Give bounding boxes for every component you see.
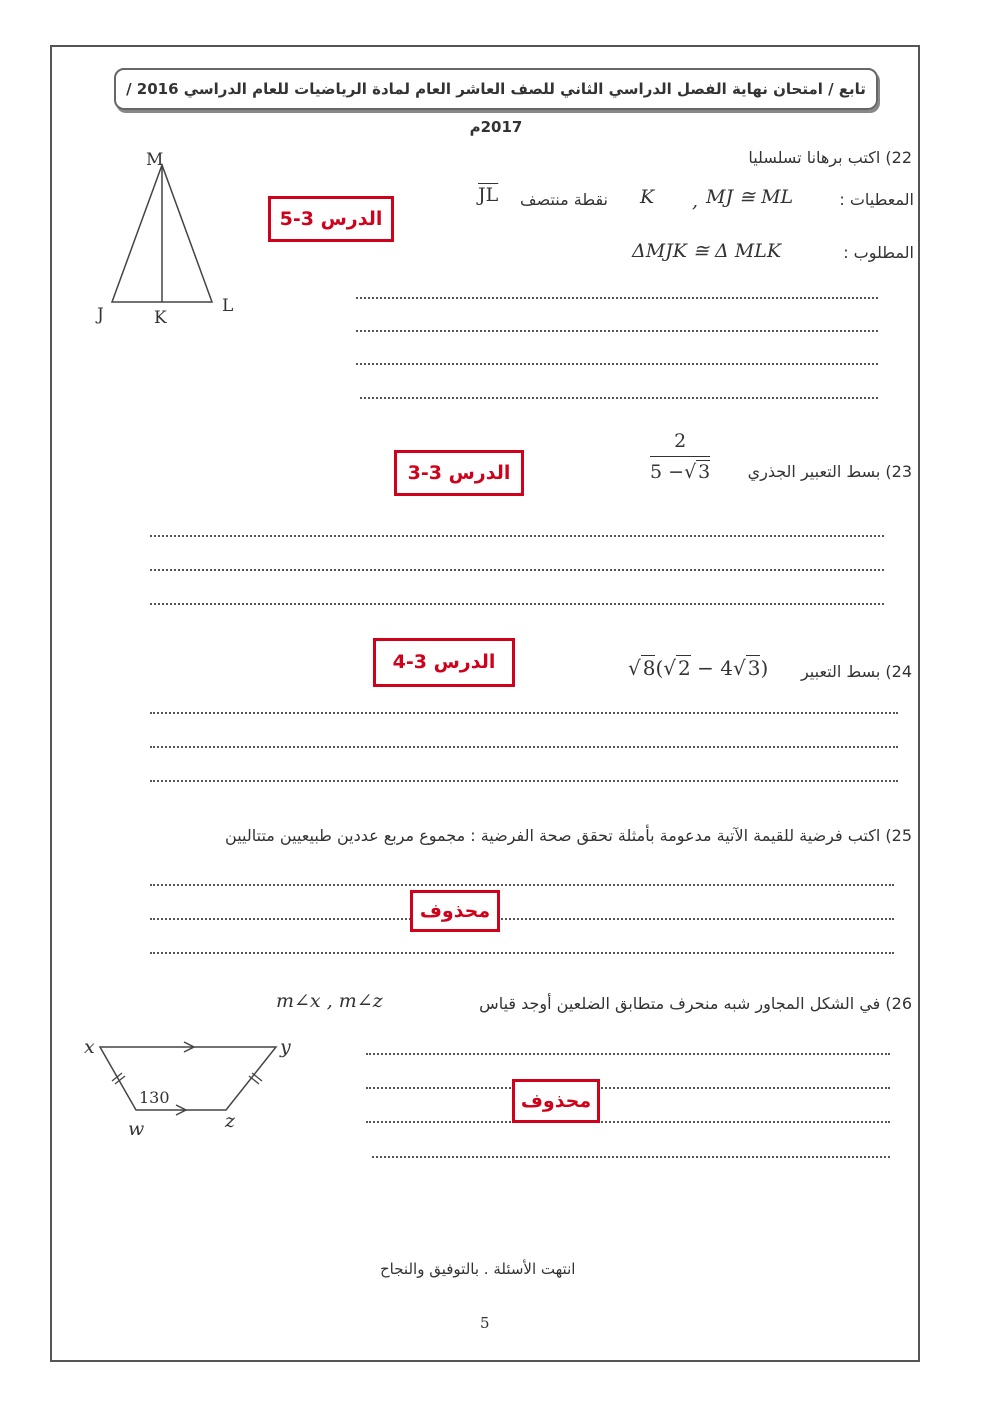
q26-label-x: x <box>84 1036 95 1058</box>
answer-line <box>150 712 898 714</box>
answer-line <box>366 1121 890 1123</box>
answer-line <box>356 363 878 365</box>
answer-line <box>150 746 898 748</box>
q23-title: 23) بسط التعبير الجذري <box>747 462 912 481</box>
answer-line <box>360 397 878 399</box>
answer-line <box>356 297 878 299</box>
q26-deleted-tag: محذوف <box>512 1079 600 1123</box>
answer-line <box>356 330 878 332</box>
q22-given-label: المعطيات : <box>839 190 914 209</box>
footer-note: انتهت الأسئلة . بالتوفيق والنجاح <box>380 1260 576 1278</box>
q25-deleted-tag: محذوف <box>410 890 500 932</box>
answer-line <box>150 603 884 605</box>
q26-label-z: z <box>225 1110 236 1132</box>
q25-title: 25) اكتب فرضية للقيمة الآتية مدعومة بأمثلة تحقق صحة الفرضية : مجموع مربع عددين طبيعيين متتاليين <box>225 826 912 845</box>
q22-label-m: M <box>146 150 164 170</box>
exam-header <box>114 68 878 136</box>
answer-line <box>150 952 894 954</box>
q22-label-j: J <box>97 305 104 325</box>
q23-fraction: $\frac{2}{5 -√ 3}$ <box>650 430 711 483</box>
q22-given-congruence: MJ ≅ ML <box>706 186 794 208</box>
exam-header-title: تابع / امتحان نهاية الفصل الدراسي الثاني للصف العاشر العام لمادة الرياضيات للعام الدراسي 2016 / 2017م <box>126 80 866 136</box>
q23-denominator-a: 5 − <box>650 461 685 483</box>
q24-expression: √ 8(√ 2 − 4√ 3) <box>628 656 769 680</box>
q26-angle-label: 130 <box>139 1088 170 1107</box>
answer-line <box>150 780 898 782</box>
answer-line <box>150 535 884 537</box>
q26-label-y: y <box>280 1036 291 1058</box>
q22-label-k: K <box>154 308 167 328</box>
q24-lesson-tag: الدرس 3-4 <box>373 638 515 687</box>
q26-title: 26) في الشكل المجاور شبه منحرف متطابق الضلعين أوجد قياس <box>479 994 912 1013</box>
q22-title: 22) اكتب برهانا تسلسليا <box>748 148 912 167</box>
q22-given-point: K <box>640 186 655 208</box>
q22-lesson-tag: الدرس 3-5 <box>268 196 394 242</box>
q22-required-label: المطلوب : <box>843 243 914 262</box>
q24-title: 24) بسط التعبير <box>800 662 912 681</box>
q23-lesson-tag: الدرس 3-3 <box>394 450 524 496</box>
q22-required-statement: ΔMJK ≅ Δ MLK <box>632 240 782 262</box>
q26-label-w: w <box>128 1118 145 1140</box>
answer-line <box>150 918 894 920</box>
q22-given-separator: , <box>692 190 699 212</box>
q22-label-l: L <box>222 296 234 316</box>
q23-numerator: 2 <box>650 430 710 457</box>
page-number: 5 <box>480 1314 490 1332</box>
q22-given-segment: $\overline{JL}$ <box>478 184 499 206</box>
q26-angles: m∠x , m∠z <box>276 990 383 1012</box>
q23-denominator-root: 3 <box>698 461 711 483</box>
answer-line <box>366 1087 890 1089</box>
q22-midpoint-text: نقطة منتصف <box>520 190 608 209</box>
answer-line <box>366 1053 890 1055</box>
answer-line <box>372 1156 890 1158</box>
answer-line <box>150 884 894 886</box>
answer-line <box>150 569 884 571</box>
